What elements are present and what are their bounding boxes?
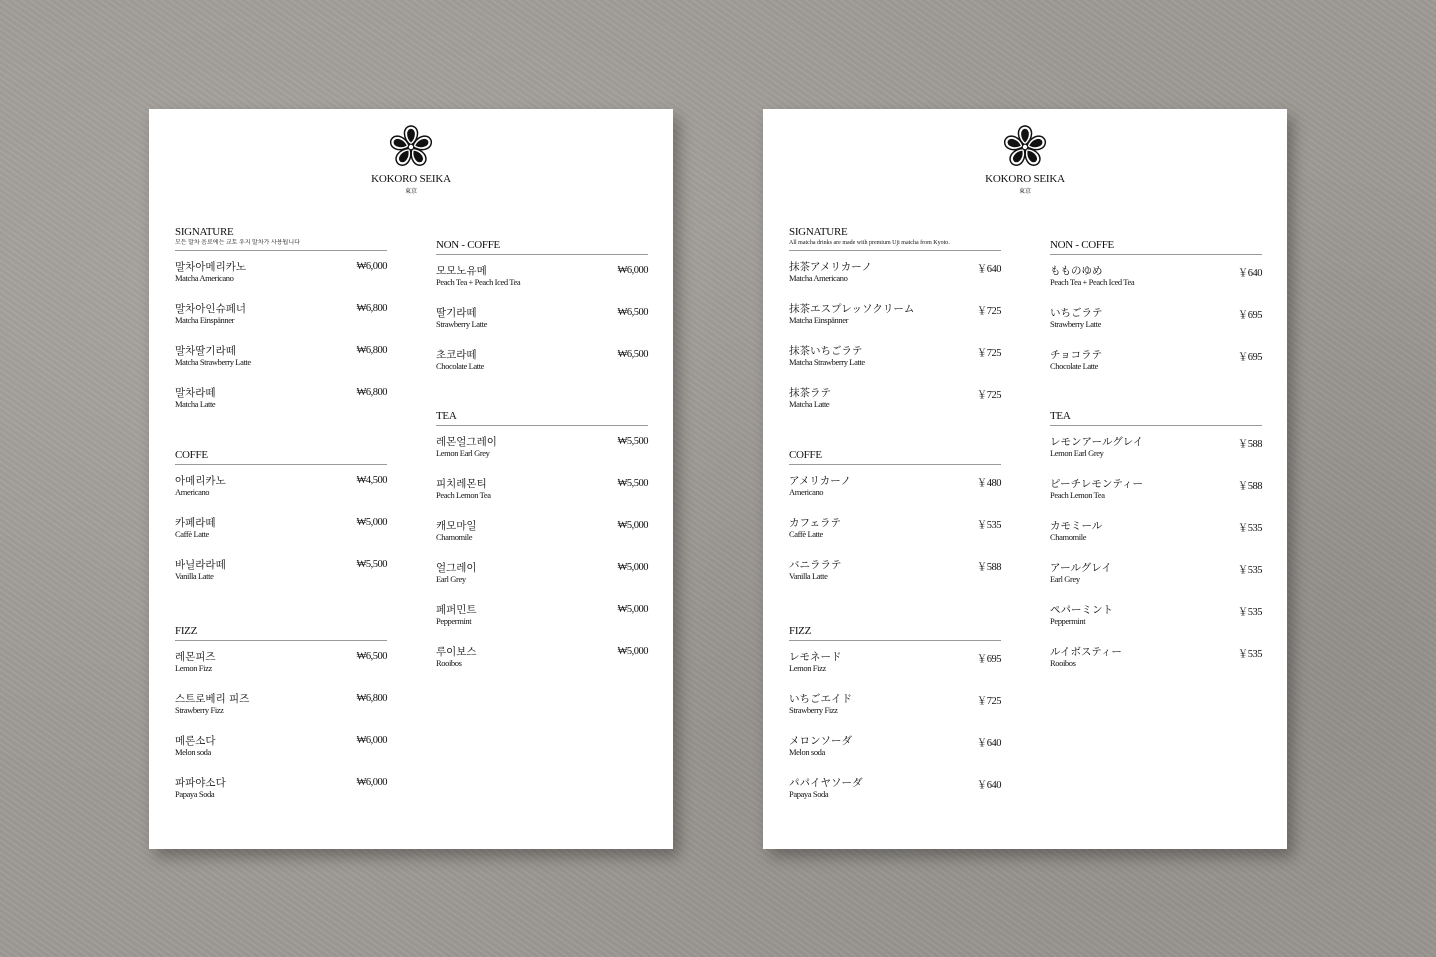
menu-item — [175, 641, 387, 683]
item-english-name: Lemon Fizz — [789, 663, 826, 673]
brand-city: 東京 — [1018, 189, 1031, 195]
item-price: ￥480 — [976, 478, 1001, 489]
item-list — [1050, 255, 1262, 381]
item-english-name: Peppermint — [1050, 616, 1086, 626]
item-price: ₩6,500 — [356, 651, 387, 662]
item-name: 카페라떼 — [175, 517, 216, 529]
item-price: ￥640 — [1237, 268, 1262, 279]
menu-item — [175, 507, 387, 549]
section-fizz — [789, 625, 1001, 809]
item-price: ￥640 — [976, 264, 1001, 275]
item-name: 레몬피즈 — [175, 651, 216, 663]
item-name: 페퍼민트 — [436, 604, 477, 616]
menu-item — [436, 297, 648, 339]
item-english-name: Lemon Earl Grey — [1050, 448, 1104, 458]
item-price: ￥695 — [1237, 310, 1262, 321]
menu-item — [1050, 255, 1262, 297]
item-price: ₩5,000 — [356, 517, 387, 528]
menu-item — [436, 594, 648, 636]
menu-item — [1050, 339, 1262, 381]
menu-item — [1050, 297, 1262, 339]
item-english-name: Rooibos — [1050, 658, 1076, 668]
item-price: ￥695 — [976, 654, 1001, 665]
item-price: ₩6,000 — [356, 735, 387, 746]
flower-logo-icon — [1002, 124, 1048, 170]
item-english-name: Strawberry Fizz — [789, 705, 838, 715]
section-title: SIGNATURE — [175, 226, 234, 238]
item-english-name: Peach Tea + Peach Iced Tea — [436, 277, 521, 287]
item-english-name: Melon soda — [789, 747, 825, 757]
menu-item — [789, 641, 1001, 683]
menu-item — [789, 465, 1001, 507]
section-title: FIZZ — [175, 625, 198, 637]
menu-sheet-japanese — [763, 109, 1287, 849]
item-price: ₩5,500 — [617, 478, 648, 489]
menu-item — [436, 339, 648, 381]
section-note: All matcha drinks are made with premium Uji matcha from Kyoto. — [789, 240, 950, 246]
section-title: FIZZ — [789, 625, 812, 637]
item-english-name: Papaya Soda — [175, 789, 215, 799]
section-tea — [1050, 410, 1262, 678]
item-english-name: Matcha Latte — [789, 399, 830, 409]
menu-item — [436, 552, 648, 594]
item-english-name: Papaya Soda — [789, 789, 829, 799]
item-price: ￥588 — [1237, 439, 1262, 450]
section-title: SIGNATURE — [789, 226, 848, 238]
item-english-name: Peach Lemon Tea — [1050, 490, 1105, 500]
item-english-name: Peppermint — [436, 616, 472, 626]
item-list — [436, 255, 648, 381]
item-price: ₩4,500 — [356, 475, 387, 486]
item-name: もものゆめ — [1050, 265, 1103, 277]
item-price: ₩5,000 — [617, 562, 648, 573]
menu-item — [175, 293, 387, 335]
item-name: ピーチレモンティー — [1050, 478, 1144, 490]
item-price: ₩6,800 — [356, 693, 387, 704]
menu-item — [175, 683, 387, 725]
item-english-name: Matcha Strawberry Latte — [789, 357, 865, 367]
menu-item — [175, 251, 387, 293]
item-price: ￥588 — [1237, 481, 1262, 492]
item-price: ₩5,500 — [356, 559, 387, 570]
section-title: TEA — [1050, 410, 1071, 422]
item-name: 抹茶いちごラテ — [789, 345, 863, 357]
menu-sheet-korean — [149, 109, 673, 849]
menu-item — [789, 683, 1001, 725]
menu-item — [789, 549, 1001, 591]
section-title: TEA — [436, 410, 457, 422]
brand-name: KOKORO SEIKA — [985, 173, 1065, 185]
menu-item — [175, 725, 387, 767]
item-list — [175, 465, 387, 591]
item-price: ₩6,500 — [617, 349, 648, 360]
item-name: 피치레몬티 — [436, 478, 487, 490]
item-name: 抹茶エスプレッソクリーム — [789, 303, 915, 315]
menu-item — [436, 468, 648, 510]
item-english-name: Chamomile — [1050, 532, 1087, 542]
item-name: カフェラテ — [789, 517, 841, 529]
item-name: いちごラテ — [1050, 307, 1103, 319]
item-english-name: Vanilla Latte — [175, 571, 214, 581]
item-price: ￥535 — [976, 520, 1001, 531]
item-name: メロンソーダ — [789, 735, 852, 747]
item-name: バニララテ — [789, 559, 842, 571]
item-english-name: Americano — [175, 487, 210, 497]
item-price: ￥535 — [1237, 523, 1262, 534]
item-name: 메론소다 — [175, 735, 216, 747]
item-price: ￥640 — [976, 780, 1001, 791]
item-name: 말차라떼 — [175, 387, 216, 399]
item-name: カモミール — [1050, 520, 1103, 532]
menu-item — [175, 377, 387, 419]
section-title: COFFE — [175, 449, 208, 461]
menu-item — [175, 335, 387, 377]
item-price: ￥640 — [976, 738, 1001, 749]
item-price: ￥535 — [1237, 649, 1262, 660]
item-name: 캐모마일 — [436, 520, 477, 532]
item-english-name: Strawberry Latte — [1050, 319, 1101, 329]
item-english-name: Matcha Americano — [789, 273, 848, 283]
section-title: COFFE — [789, 449, 822, 461]
section-coffee — [175, 449, 387, 591]
item-english-name: Matcha Americano — [175, 273, 234, 283]
item-list — [789, 641, 1001, 809]
item-name: いちごエイド — [789, 693, 852, 705]
menu-item — [436, 636, 648, 678]
item-english-name: Caffè Latte — [789, 529, 823, 539]
item-list — [789, 251, 1001, 419]
menu-item — [175, 465, 387, 507]
section-fizz — [175, 625, 387, 809]
item-name: 얼그레이 — [436, 562, 477, 574]
menu-item — [789, 251, 1001, 293]
section-title: NON - COFFE — [1050, 239, 1114, 251]
item-english-name: Vanilla Latte — [789, 571, 828, 581]
item-list — [175, 251, 387, 419]
item-english-name: Peach Lemon Tea — [436, 490, 491, 500]
item-price: ₩6,000 — [356, 777, 387, 788]
menu-item — [1050, 426, 1262, 468]
brand-name: KOKORO SEIKA — [371, 173, 451, 185]
item-price: ￥725 — [976, 348, 1001, 359]
item-name: レモンアールグレイ — [1050, 436, 1144, 448]
item-english-name: Peach Tea + Peach Iced Tea — [1050, 277, 1135, 287]
item-name: アメリカーノ — [789, 475, 852, 487]
section-signature — [175, 226, 387, 419]
item-english-name: Lemon Earl Grey — [436, 448, 490, 458]
item-name: チョコラテ — [1050, 349, 1103, 361]
item-price: ￥695 — [1237, 352, 1262, 363]
item-name: 파파야소다 — [175, 777, 226, 789]
item-name: 말차아인슈페너 — [175, 303, 247, 315]
section-title: NON - COFFE — [436, 239, 500, 251]
menu-item — [1050, 636, 1262, 678]
menu-item — [1050, 468, 1262, 510]
item-name: 말차딸기라떼 — [175, 345, 236, 357]
item-name: 바닐라라떼 — [175, 559, 226, 571]
item-english-name: Matcha Strawberry Latte — [175, 357, 251, 367]
item-price: ₩6,000 — [356, 261, 387, 272]
item-english-name: Strawberry Latte — [436, 319, 487, 329]
menu-item — [175, 549, 387, 591]
item-price: ￥535 — [1237, 565, 1262, 576]
section-non-coffee — [1050, 239, 1262, 381]
menu-item — [789, 767, 1001, 809]
item-name: 레몬얼그레이 — [436, 436, 497, 448]
menu-item — [789, 377, 1001, 419]
item-price: ₩6,500 — [617, 307, 648, 318]
item-english-name: Melon soda — [175, 747, 211, 757]
item-name: アールグレイ — [1050, 562, 1112, 574]
menu-item — [789, 293, 1001, 335]
item-english-name: Earl Grey — [436, 574, 466, 584]
brand-header — [149, 124, 673, 195]
item-price: ₩6,800 — [356, 345, 387, 356]
item-english-name: Caffè Latte — [175, 529, 209, 539]
item-price: ₩6,000 — [617, 265, 648, 276]
item-name: 모모노유메 — [436, 265, 487, 277]
menu-item — [789, 507, 1001, 549]
item-name: パパイヤソーダ — [789, 777, 863, 789]
menu-item — [789, 335, 1001, 377]
item-english-name: Lemon Fizz — [175, 663, 212, 673]
item-price: ￥725 — [976, 390, 1001, 401]
item-name: 초코라떼 — [436, 349, 477, 361]
item-name: レモネード — [789, 651, 842, 663]
item-list — [1050, 426, 1262, 678]
menu-item — [1050, 552, 1262, 594]
item-price: ₩5,000 — [617, 646, 648, 657]
section-note: 모든 말차 음료에는 교토 우지 말차가 사용됩니다 — [175, 240, 300, 246]
item-name: 말차아메리카노 — [175, 261, 247, 273]
item-english-name: Rooibos — [436, 658, 462, 668]
item-name: 스트로베리 피즈 — [175, 693, 250, 705]
flower-logo-icon — [388, 124, 434, 170]
item-english-name: Strawberry Fizz — [175, 705, 224, 715]
item-price: ₩6,800 — [356, 303, 387, 314]
item-price: ₩5,000 — [617, 604, 648, 615]
menu-item — [436, 255, 648, 297]
item-name: 抹茶ラテ — [789, 387, 831, 399]
item-name: 루이보스 — [436, 646, 477, 658]
item-price: ₩5,500 — [617, 436, 648, 447]
section-tea — [436, 410, 648, 678]
item-list — [175, 641, 387, 809]
item-price: ₩6,800 — [356, 387, 387, 398]
section-non-coffee — [436, 239, 648, 381]
item-list — [436, 426, 648, 678]
menu-item — [436, 426, 648, 468]
section-coffee — [789, 449, 1001, 591]
menu-item — [436, 510, 648, 552]
item-price: ￥588 — [976, 562, 1001, 573]
item-english-name: Chamomile — [436, 532, 473, 542]
item-english-name: Americano — [789, 487, 824, 497]
item-english-name: Matcha Einspänner — [175, 315, 235, 325]
menu-item — [1050, 594, 1262, 636]
item-name: ルイボスティー — [1050, 646, 1122, 658]
brand-city: 東京 — [404, 189, 417, 195]
item-price: ￥725 — [976, 696, 1001, 707]
menu-item — [1050, 510, 1262, 552]
section-signature — [789, 226, 1001, 419]
menu-item — [789, 725, 1001, 767]
item-english-name: Matcha Latte — [175, 399, 216, 409]
item-name: 딸기라떼 — [436, 307, 477, 319]
item-name: 抹茶アメリカーノ — [789, 261, 873, 273]
item-list — [789, 465, 1001, 591]
item-english-name: Chocolate Latte — [436, 361, 485, 371]
menu-item — [175, 767, 387, 809]
item-name: 아메리카노 — [175, 475, 226, 487]
item-english-name: Matcha Einspänner — [789, 315, 849, 325]
item-english-name: Earl Grey — [1050, 574, 1080, 584]
brand-header — [763, 124, 1287, 195]
item-name: ペパーミント — [1050, 604, 1113, 616]
item-price: ￥535 — [1237, 607, 1262, 618]
item-english-name: Chocolate Latte — [1050, 361, 1099, 371]
item-price: ₩5,000 — [617, 520, 648, 531]
item-price: ￥725 — [976, 306, 1001, 317]
